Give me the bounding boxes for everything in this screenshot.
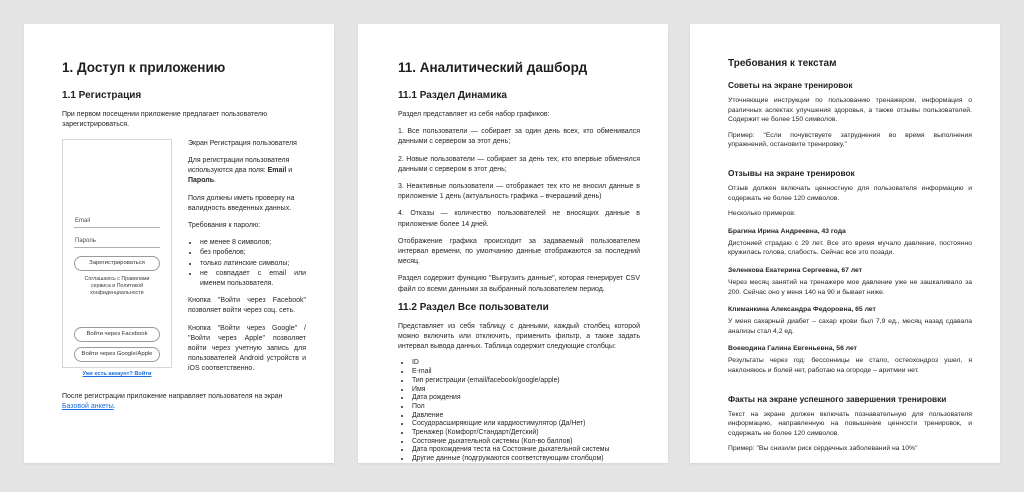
annotation-facebook-button: Кнопка "Войти через Facebook" позволяет войти через соц. сеть. [188, 297, 306, 315]
all-users-section-heading: 11.2 Раздел Все пользователи [398, 301, 549, 313]
page3-title: Требования к текстам [728, 58, 837, 69]
page2-title: 11. Аналитический дашборд [398, 60, 588, 75]
reviews-examples-label: Несколько примеров: [728, 210, 796, 218]
reviews-heading: Отзывы на экране тренировок [728, 167, 855, 178]
chart-item-churn: 4. Отказы — количество пользователей не вносящих данные в приложение более 14 дней. [398, 210, 640, 228]
table-column-item: • Тренажер (Комфорт/Стандарт/Детский) [411, 429, 640, 438]
page-access-to-app [24, 24, 334, 463]
table-column-item: • Другие данные (подгружаются соответствующим столбцом) [411, 455, 640, 463]
password-req-item: • без пробелов; [199, 248, 306, 258]
dynamics-intro: Раздел представляет из себя набор графиков: [398, 111, 550, 118]
table-column-item: • E-mail [411, 368, 640, 377]
password-req-item: • не менее 8 символов; [199, 238, 306, 248]
mock-facebook-login-button: Войти через Facebook [74, 327, 160, 342]
tips-description: Уточняющие инструкции по пользованию тренажером, информация о различных аспектах улучшения здоровья, а также отзывы пользователей. Содержит не более 150 символов. [728, 97, 972, 124]
review-text: Дистонией страдаю с 29 лет. Все это время мучало давление, постоянно кружилась голова, слабость. Сейчас все это позади. [728, 239, 972, 257]
basic-questionnaire-link[interactable]: Базовой анкеты [62, 403, 114, 411]
registration-annotations [188, 139, 306, 382]
mock-email-label: Email [75, 217, 91, 224]
review-author: Брагина Ирина Андреевна, 43 года [728, 227, 846, 235]
review-text: У меня сахарный диабет – сахар крови был 7,9 ед., месяц назад сдавала анализы стал 4,2 ед. [728, 318, 972, 335]
mock-social-buttons [74, 327, 160, 362]
table-column-item: • Тип регистрации (email/facebook/google/apple) [411, 377, 640, 386]
review-author: Климанкина Александра Федоровна, 65 лет [728, 306, 876, 314]
mock-existing-account-link: Уже есть аккаунт? Войти [82, 370, 152, 377]
facts-description: Текст на экране должен включать познавательную для пользователя информацию, направленную на повышение ценности тренировок, и содержать не более 120 символов. [728, 410, 972, 437]
table-column-item: • ID [411, 359, 640, 368]
dynamics-interval-note: Отображение графика происходит за задаваемый пользователем интервал времени, по умолчанию данные отображаются за последний месяц. [398, 237, 640, 266]
facts-example: Пример: "Вы снизили риск сердечных заболеваний на 10%" [728, 445, 918, 453]
table-column-item: • Давление [411, 412, 640, 421]
chart-item-new-users: 2. Новые пользователи — собирает за день тех, кто впервые обменялся данными с сервером в этот день; [398, 155, 640, 173]
registration-heading: 1.1 Регистрация [62, 90, 142, 101]
mock-password-field [74, 236, 160, 248]
tips-example: Пример: "Если почувствуете затруднения во время выполнения упражнений, остановите тренировку." [728, 131, 972, 149]
reviews-description: Отзыв должен включать ценностную для пользователя информацию и содержать не более 120 символов. [728, 184, 972, 202]
tips-heading: Советы на экране тренировок [728, 80, 853, 90]
table-column-item: • Состояние дыхательной системы (Кол-во баллов) [411, 438, 640, 447]
page-analytics-dashboard [358, 24, 668, 463]
mock-google-apple-login-button: Войти через Google/Apple [74, 347, 160, 362]
password-req-item: • только латинские символы; [199, 259, 306, 269]
chart-item-all-users: 1. Все пользователи — собирает за один день всех, кто обменивался данными с сервером за этот день; [398, 128, 640, 146]
registration-intro: При первом посещении приложение предлагает пользователю зарегистрироваться. [62, 111, 268, 129]
password-req-item: • не совпадает с email или именем пользователя. [199, 269, 306, 289]
table-column-item: • Дата рождения [411, 394, 640, 403]
mock-consent-text: Соглашаюсь с Правилами сервиса и Политикой конфиденциальности [84, 275, 150, 296]
annotation-password-reqs-title: Требования к паролю: [188, 222, 261, 230]
all-users-intro: Представляет из себя таблицу с данными, каждый столбец которой можно включить или отключить, применить фильтр, а также задать интервал вывода данных. Таблица содержит следующие столбцы: [398, 322, 640, 351]
annotation-fields: Для регистрации пользователя используются два поля: Email и Пароль. [188, 157, 293, 185]
page-text-requirements [690, 24, 1000, 463]
review-author: Воеводина Галина Евгеньевна, 56 лет [728, 345, 857, 353]
dynamics-export-note: Раздел содержит функцию "Выгрузить данные", которая генерирует CSV файл со всеми данными за выбранный пользователем период. [398, 275, 640, 293]
dynamics-section-heading: 11.1 Раздел Динамика [398, 90, 507, 101]
chart-item-inactive-users: 3. Неактивные пользователи — отображает тех кто не вносил данные в приложение 1 день (актуальность графика – вчерашний день) [398, 183, 640, 201]
table-column-item: • Дата прохождения теста на Состояние дыхательной системы [411, 446, 640, 455]
mock-register-button: Зарегистрироваться [74, 256, 160, 271]
review-text: Через месяц занятий на тренажере мое давление уже не зашкаливало за 200. Сейчас оно у меня 140 на 90 и бывает ниже. [728, 278, 972, 296]
table-column-item: • Пол [411, 403, 640, 412]
review-author: Зеленкова Екатерина Сергеевна, 67 лет [728, 266, 863, 274]
password-requirements-list [199, 238, 306, 289]
annotation-google-apple-button: Кнопка "Войти через Google" / "Войти через Apple" позволяет войти через учетную запись для пользователей Android устройств и iOS соответственно. [188, 324, 306, 373]
table-columns-list [411, 359, 640, 463]
table-column-item: • Сосудорасширяющие или кардиостимулятор (Да/Нет) [411, 420, 640, 429]
page1-title: 1. Доступ к приложению [62, 60, 226, 75]
registration-footer: После регистрации приложение направляет пользователя на экран Базовой анкеты. [62, 392, 283, 411]
table-column-item: • Имя [411, 386, 640, 395]
annotation-screen-name: Экран Регистрация пользователя [188, 139, 297, 147]
review-text: Результаты через год: бессонницы не стало, остеохондроз ушел, я наклоняюсь и болей нет, работаю на огороде – аритмии нет. [728, 357, 972, 374]
facts-heading: Факты на экране успешного завершения тренировки [728, 393, 947, 404]
annotation-validation: Поля должны иметь проверку на валидность введенных данных. [188, 194, 295, 212]
registration-content-row [62, 139, 306, 382]
registration-screen-mockup [62, 139, 172, 377]
mock-password-label: Пароль [75, 237, 96, 244]
mock-email-field [74, 216, 160, 228]
